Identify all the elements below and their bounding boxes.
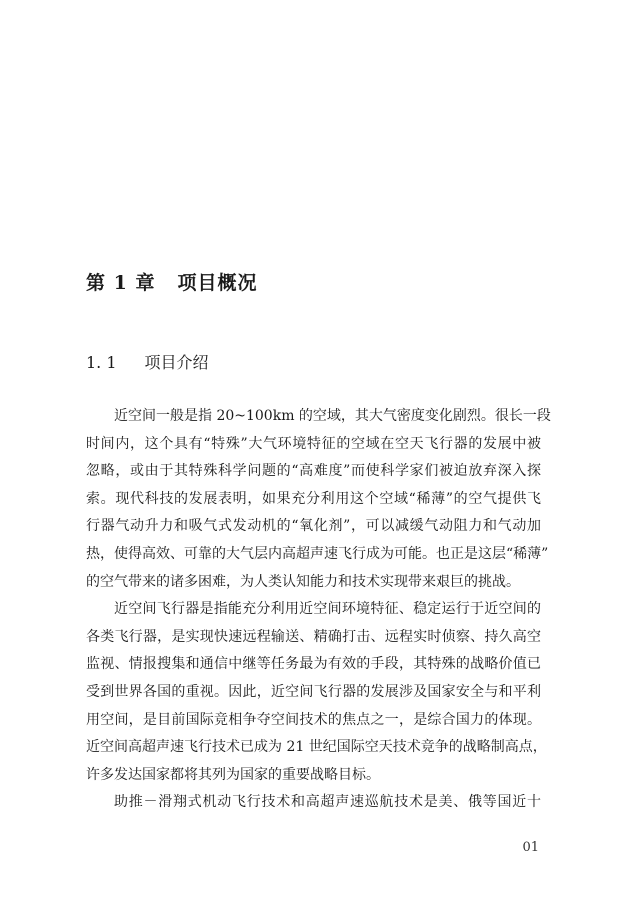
text-line: 索。现代科技的发展表明，如果充分利用这个空域“稀薄”的空气提供飞 [86, 490, 541, 507]
chapter-number: 第 1 章 [86, 272, 156, 294]
text-line: 的空气带来的诸多困难，为人类认知能力和技术实现带来艰巨的挑战。 [86, 573, 520, 590]
text-line: 忽略，或由于其特殊科学问题的“高难度”而使科学家们被迫放弃深入探 [86, 463, 541, 480]
text-line: 近空间一般是指 20~100km 的空域，其大气密度变化剧烈。很长一段 [114, 408, 551, 424]
text-line: 受到世界各国的重视。因此，近空间飞行器的发展涉及国家安全与和平利 [86, 683, 541, 700]
text-line: 近空间高超声速飞行技术已成为 21 世纪国际空天技术竞争的战略制高点， [86, 739, 547, 756]
text-line: 行器气动升力和吸气式发动机的“氧化剂”，可以减缓气动阻力和气动加 [86, 518, 541, 535]
page-number: 01 [522, 840, 539, 855]
text-line: 热，使得高效、可靠的大气层内高超声速飞行成为可能。也正是这层“稀薄” [86, 545, 549, 562]
text-line: 助推－滑翔式机动飞行技术和高超声速巡航技术是美、俄等国近十 [114, 794, 541, 811]
text-line: 许多发达国家都将其列为国家的重要战略目标。 [86, 766, 380, 783]
text-line: 用空间，是目前国际竞相争夺空间技术的焦点之一，是综合国力的体现。 [86, 711, 541, 728]
section-heading [86, 350, 209, 373]
chapter-title: 项目概况 [177, 272, 258, 294]
body-text [86, 403, 551, 817]
text-line: 近空间飞行器是指能充分利用近空间环境特征、稳定运行于近空间的 [114, 601, 541, 618]
text-line: 监视、情报搜集和通信中继等任务最为有效的手段，其特殊的战略价值已 [86, 656, 541, 673]
section-title: 项目介绍 [144, 353, 209, 372]
section-number: 1. 1 [86, 353, 117, 372]
chapter-heading [86, 268, 257, 295]
text-line: 时间内，这个具有“特殊”大气环境特征的空域在空天飞行器的发展中被 [86, 435, 541, 452]
text-line: 各类飞行器，是实现快速远程输送、精确打击、远程实时侦察、持久高空 [86, 628, 541, 645]
